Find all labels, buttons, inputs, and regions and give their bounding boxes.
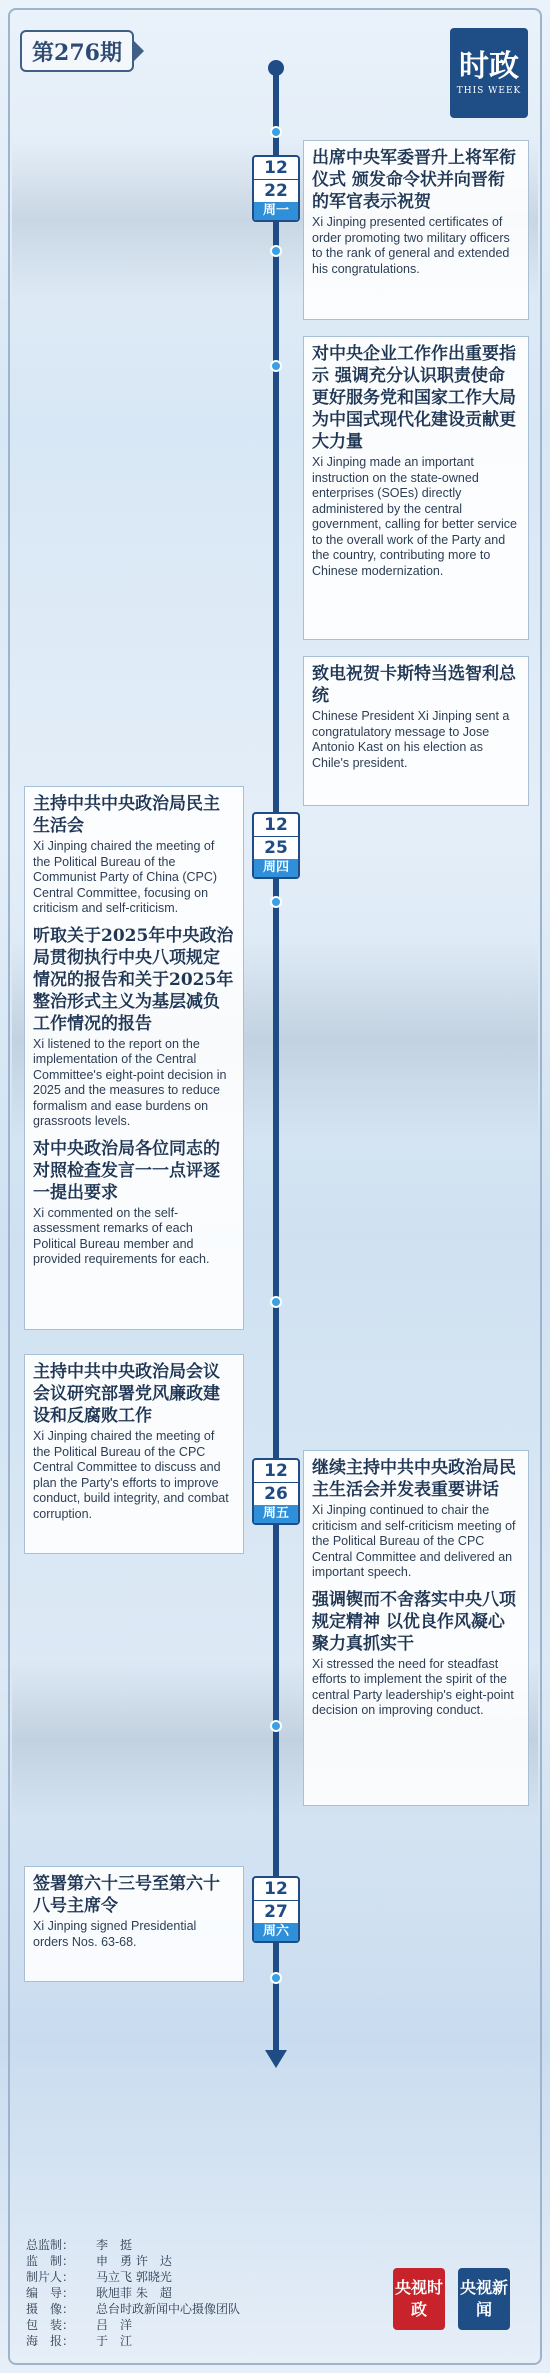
credit-role: 编 导：: [26, 2286, 75, 2300]
event-desc-en: Xi Jinping presented certificates of order promoting two military officers to the rank of general and extended his congratulations.: [312, 215, 510, 276]
event-entry: [312, 1589, 520, 1719]
date-marker-dec-26: [252, 1458, 300, 1525]
event-entry: [33, 1873, 235, 1950]
event-desc-en: Xi Jinping chaired the meeting of the Political Bureau of the Communist Party of China (CPC) Central Committee, focusing on criticism and self-criticism.: [33, 839, 218, 915]
date-weekday: 周六: [254, 1923, 298, 1941]
event-entry: [312, 343, 520, 579]
event-entry: [312, 663, 520, 771]
credit-row: [26, 2301, 346, 2317]
date-marker-dec-25: [252, 812, 300, 879]
credit-role: 监 制：: [26, 2254, 75, 2268]
event-card: [303, 656, 529, 806]
event-entry: [312, 1457, 520, 1581]
event-desc-en: Xi stressed the need for steadfast efforts to implement the spirit of the central Party leadership's eight-point decision on improving conduct.: [312, 1656, 514, 1717]
date-day: 26: [254, 1482, 298, 1505]
event-title-cn: 签署第六十三号至第六十八号主席令: [33, 1874, 220, 1916]
timeline-dot: [270, 896, 282, 908]
event-desc-en: Xi Jinping continued to chair the criticism and self-criticism meeting of the Political Bureau of the CPC Central Committee and delivered an important speech.: [312, 1503, 516, 1579]
event-entry: [33, 1361, 235, 1522]
credit-row: [26, 2317, 346, 2333]
date-month: 12: [264, 1461, 288, 1481]
event-title-cn: 对中央企业工作作出重要指示 强调充分认识职责使命更好服务党和国家工作大局 为中国式现代化建设贡献更大力量: [312, 344, 516, 452]
date-marker-dec-27: [252, 1876, 300, 1943]
event-desc-en: Xi listened to the report on the implementation of the Central Committee's eight-point decision in 2025 and the measures to reduce formalism and ease burdens on grassroots levels.: [33, 1036, 227, 1128]
date-day: 27: [254, 1900, 298, 1923]
brand-red-text: 央视时政: [394, 2278, 443, 2319]
credit-row: [26, 2237, 346, 2253]
issue-badge: [20, 30, 134, 72]
date-month: 12: [264, 158, 288, 178]
date-marker-dec-22: [252, 155, 300, 222]
event-card: [303, 1450, 529, 1806]
date-weekday: 周四: [254, 859, 298, 877]
event-card: [303, 336, 529, 640]
credit-names: 耿旭菲 朱 超: [96, 2286, 172, 2300]
brand-blue-text: 央视新闻: [459, 2278, 508, 2319]
event-desc-en: Xi Jinping signed Presidential orders Nos. 63-68.: [33, 1919, 197, 1949]
credit-row: [26, 2253, 346, 2269]
timeline-dot: [270, 1720, 282, 1732]
date-day: 25: [254, 836, 298, 859]
event-title-cn: 听取关于2025年中央政治局贯彻执行中央八项规定情况的报告和关于2025年整治形式主义为基层减负工作情况的报告: [33, 925, 234, 1034]
credit-role: 摄 像：: [26, 2302, 75, 2316]
logo-sub-text: THIS WEEK: [456, 86, 522, 96]
timeline-dot: [270, 1296, 282, 1308]
event-card: [24, 1866, 244, 1982]
credit-names: 马立飞 郭晓光: [96, 2270, 172, 2284]
production-credits: [26, 2237, 346, 2349]
cctv-news-logo: [458, 2268, 510, 2330]
credit-row: [26, 2285, 346, 2301]
timeline-dot: [270, 360, 282, 372]
event-desc-en: Chinese President Xi Jinping sent a congratulatory message to Jose Antonio Kast on his election as Chile's president.: [312, 709, 510, 770]
timeline-end-arrow-icon: [265, 2050, 287, 2068]
event-entry: [33, 925, 235, 1130]
credit-role: 总监制：: [26, 2238, 75, 2252]
credit-names: 李 挺: [96, 2238, 133, 2252]
credit-names: 于 江: [96, 2334, 133, 2348]
timeline-dot: [270, 245, 282, 257]
event-card: [24, 1354, 244, 1554]
event-desc-en: Xi Jinping chaired the meeting of the Political Bureau of the CPC Central Committee to discuss and plan the Party's efforts to improve conduct, build integrity, and combat corruption.: [33, 1429, 229, 1521]
event-title-cn: 继续主持中共中央政治局民主生活会并发表重要讲话: [312, 1458, 516, 1500]
badge-arrow-icon: [133, 40, 144, 62]
event-entry: [33, 1138, 235, 1268]
timeline-dot: [270, 1972, 282, 1984]
credit-role: 包 装：: [26, 2318, 75, 2332]
this-week-logo: [450, 28, 528, 118]
event-title-cn: 出席中央军委晋升上将军衔仪式 颁发命令状并向晋衔的军官表示祝贺: [312, 148, 516, 212]
issue-label: 第276期: [32, 39, 122, 66]
event-desc-en: Xi Jinping made an important instruction on the state-owned enterprises (SOEs) directly administered by the central government, calling for better service to the overall work of the Party and the country, contributing more to Chinese modernization.: [312, 455, 517, 578]
date-weekday: 周一: [254, 202, 298, 220]
credit-names: 申 勇 许 达: [96, 2254, 172, 2268]
credit-row: [26, 2269, 346, 2285]
credit-row: [26, 2333, 346, 2349]
date-month: 12: [264, 815, 288, 835]
event-entry: [312, 147, 520, 277]
cctv-politics-logo: [393, 2268, 445, 2330]
credit-names: 吕 洋: [96, 2318, 133, 2332]
event-title-cn: 主持中共中央政治局会议会议研究部署党风廉政建设和反腐败工作: [33, 1362, 220, 1426]
event-card: [24, 786, 244, 1330]
event-desc-en: Xi commented on the self-assessment remarks of each Political Bureau member and provided requirements for each.: [33, 1205, 210, 1266]
credit-role: 制片人：: [26, 2270, 75, 2284]
event-card: [303, 140, 529, 320]
event-title-cn: 致电祝贺卡斯特当选智利总统: [312, 664, 516, 706]
event-title-cn: 对中央政治局各位同志的对照检查发言一一点评逐一提出要求: [33, 1138, 220, 1203]
event-title-cn: 主持中共中央政治局民主生活会: [33, 794, 220, 836]
credit-names: 总台时政新闻中心摄像团队: [96, 2302, 241, 2316]
credit-role: 海 报：: [26, 2334, 75, 2348]
date-weekday: 周五: [254, 1505, 298, 1523]
logo-main-text: 时政: [459, 49, 519, 84]
timeline-dot: [270, 126, 282, 138]
date-month: 12: [264, 1879, 288, 1899]
event-entry: [33, 793, 235, 917]
date-day: 22: [254, 179, 298, 202]
event-title-cn: 强调锲而不舍落实中央八项规定精神 以优良作风凝心聚力真抓实干: [312, 1589, 516, 1654]
